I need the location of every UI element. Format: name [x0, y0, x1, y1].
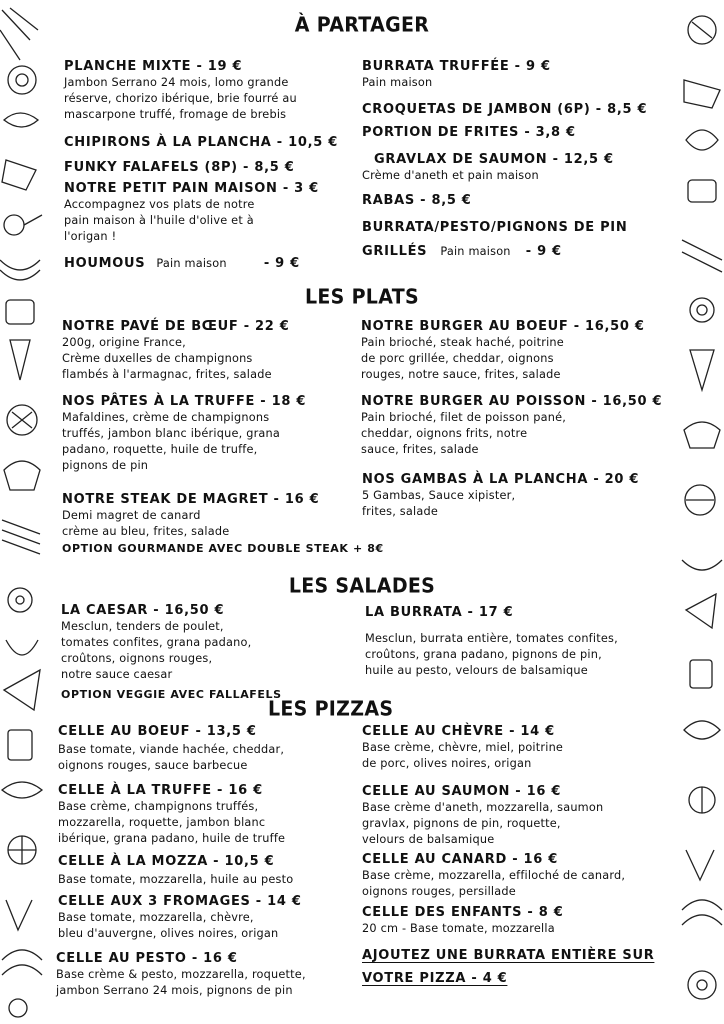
item-desc: bleu d'auvergne, olives noires, origan — [58, 927, 279, 940]
item-title: LA BURRATA - 17 € — [365, 605, 514, 620]
item-title: CELLE AUX 3 FROMAGES - 14 € — [58, 894, 302, 909]
item-price: - 9 € — [525, 244, 562, 259]
menu-item-gambas — [362, 471, 639, 520]
menu-item-pizza-pesto — [56, 950, 306, 999]
item-desc: Accompagnez vos plats de notre — [64, 198, 255, 211]
item-desc: Base crème, mozzarella, effiloché de canard, — [362, 869, 626, 882]
item-title: CELLE AU CHÈVRE - 14 € — [362, 724, 555, 739]
item-title: NOS GAMBAS À LA PLANCHA - 20 € — [362, 472, 640, 487]
section-title-salades: LES SALADES — [288, 574, 436, 598]
magret-option: OPTION GOURMANDE AVEC DOUBLE STEAK + 8€ — [62, 542, 384, 555]
right-doodle-border — [680, 0, 724, 1024]
item-desc: Base tomate, viande hachée, cheddar, — [58, 743, 285, 756]
item-desc: Crème d'aneth et pain maison — [362, 169, 539, 182]
item-desc: Pain maison — [156, 257, 227, 270]
item-title: NOTRE BURGER AU BOEUF - 16,50 € — [361, 319, 645, 334]
item-desc: notre sauce caesar — [61, 668, 173, 681]
item-desc: flambés à l'armagnac, frites, salade — [62, 368, 272, 381]
menu-item-houmous — [64, 252, 300, 272]
item-desc: cheddar, oignons frits, notre — [361, 427, 528, 440]
item-title: CELLE À LA TRUFFE - 16 € — [58, 783, 263, 798]
menu-item-pizza-truffe — [58, 782, 285, 847]
item-title: NOTRE PETIT PAIN MAISON - 3 € — [64, 181, 319, 196]
item-desc: pain maison à l'huile d'olive et à — [64, 214, 254, 227]
menu-item-rabas: RABAS - 8,5 € — [362, 193, 472, 208]
item-title: CELLE AU CANARD - 16 € — [362, 852, 558, 867]
item-desc: l'origan ! — [64, 230, 117, 243]
extra-line-2: VOTRE PIZZA - 4 € — [362, 971, 508, 986]
item-desc: Crème duxelles de champignons — [62, 352, 253, 365]
item-desc: oignons rouges, persillade — [362, 885, 516, 898]
item-desc: Base crème, chèvre, miel, poitrine — [362, 741, 564, 754]
item-title: CELLE AU BOEUF - 13,5 € — [58, 724, 257, 739]
menu-item-chipirons: CHIPIRONS À LA PLANCHA - 10,5 € — [64, 135, 338, 150]
item-desc: Pain maison — [440, 245, 511, 258]
item-title: NOTRE BURGER AU POISSON - 16,50 € — [361, 394, 663, 409]
menu-item-pizza-3-fromages — [58, 893, 302, 942]
item-desc: rouges, notre sauce, frites, salade — [361, 368, 561, 381]
item-desc: 20 cm - Base tomate, mozzarella — [362, 922, 555, 935]
item-desc: ibérique, grana padano, huile de truffe — [58, 832, 286, 845]
item-desc: Mesclun, burrata entière, tomates confites, — [365, 632, 618, 645]
item-desc: sauce, frites, salade — [361, 443, 479, 456]
item-title: NOTRE STEAK DE MAGRET - 16 € — [62, 492, 320, 507]
item-desc: truffés, jambon blanc ibérique, grana — [62, 427, 281, 440]
item-title: CELLE À LA MOZZA - 10,5 € — [58, 854, 275, 869]
item-desc: réserve, chorizo ibérique, brie fourré au — [64, 92, 297, 105]
item-desc: jambon Serrano 24 mois, pignons de pin — [56, 984, 293, 997]
item-desc: Mafaldines, crème de champignons — [62, 411, 270, 424]
item-title: NOTRE PAVÉ DE BŒUF - 22 € — [62, 319, 290, 334]
item-title: BURRATA TRUFFÉE - 9 € — [362, 59, 551, 74]
menu-item-pates — [62, 393, 306, 474]
extra-line-1: AJOUTEZ UNE BURRATA ENTIÈRE SUR — [362, 948, 655, 963]
menu-item-burrata-salade — [365, 604, 618, 679]
menu-item-burger-poisson — [361, 393, 662, 458]
item-title: GRAVLAX DE SAUMON - 12,5 € — [374, 152, 614, 167]
item-desc: tomates confites, grana padano, — [61, 636, 252, 649]
item-desc: padano, roquette, huile de truffe, — [62, 443, 258, 456]
menu-item-pizza-saumon — [362, 783, 603, 848]
item-title: HOUMOUS — [64, 256, 146, 271]
item-title: PLANCHE MIXTE - 19 € — [64, 59, 243, 74]
item-desc: Base tomate, mozzarella, huile au pesto — [58, 873, 294, 886]
item-desc: pignons de pin — [62, 459, 149, 472]
item-desc: Base tomate, mozzarella, chèvre, — [58, 911, 254, 924]
menu-item-pizza-canard — [362, 851, 625, 900]
item-desc: Pain maison — [362, 76, 433, 89]
menu-item-gravlax — [362, 151, 614, 184]
item-desc: gravlax, pignons de pin, roquette, — [362, 817, 561, 830]
menu-item-croquetas: CROQUETAS DE JAMBON (6P) - 8,5 € — [362, 102, 648, 117]
item-desc: crème au bleu, frites, salade — [62, 525, 230, 538]
item-desc: Demi magret de canard — [62, 509, 201, 522]
menu-item-planche — [64, 58, 297, 123]
item-desc: oignons rouges, sauce barbecue — [58, 759, 248, 772]
menu-item-falafels: FUNKY FALAFELS (8P) - 8,5 € — [64, 160, 295, 175]
item-desc: Pain brioché, filet de poisson pané, — [361, 411, 567, 424]
menu-item-frites: PORTION DE FRITES - 3,8 € — [362, 125, 576, 140]
item-desc: Base crème & pesto, mozzarella, roquette, — [56, 968, 306, 981]
item-price: - 9 € — [263, 256, 300, 271]
item-desc: Base crème, champignons truffés, — [58, 800, 259, 813]
item-desc: de porc, olives noires, origan — [362, 757, 532, 770]
item-desc: croûtons, grana padano, pignons de pin, — [365, 648, 602, 661]
item-title: BURRATA/PESTO/PIGNONS DE PIN — [362, 220, 628, 235]
item-title: CELLE AU SAUMON - 16 € — [362, 784, 562, 799]
item-desc: Pain brioché, steak haché, poitrine — [361, 336, 564, 349]
section-title-plats: LES PLATS — [305, 285, 419, 309]
caesar-option: OPTION VEGGIE AVEC FALLAFELS — [61, 688, 282, 701]
item-title: CELLE DES ENFANTS - 8 € — [362, 905, 564, 920]
menu-item-pizza-chevre — [362, 723, 563, 772]
menu-item-pain — [64, 180, 319, 245]
menu-item-pave — [62, 318, 290, 383]
item-desc: mozzarella, roquette, jambon blanc — [58, 816, 266, 829]
item-title: NOS PÂTES À LA TRUFFE - 18 € — [62, 394, 307, 409]
section-title-partager: À PARTAGER — [294, 13, 430, 37]
food-doodle-pattern-icon — [680, 0, 724, 1024]
menu-item-burrata-pesto — [362, 219, 627, 260]
item-desc: 200g, origine France, — [62, 336, 186, 349]
pizza-burrata-extra — [362, 947, 654, 987]
menu-item-caesar — [61, 602, 251, 683]
item-title: CELLE AU PESTO - 16 € — [56, 951, 238, 966]
menu-item-pizza-enfants — [362, 904, 563, 937]
item-title: LA CAESAR - 16,50 € — [61, 603, 225, 618]
menu-item-pizza-boeuf — [58, 723, 284, 774]
item-desc: velours de balsamique — [362, 833, 495, 846]
menu-item-magret — [62, 491, 319, 540]
item-desc: croûtons, oignons rouges, — [61, 652, 213, 665]
menu-item-burrata-truffee — [362, 58, 551, 91]
menu-item-pizza-mozza — [58, 853, 293, 888]
item-title: GRILLÉS — [362, 244, 428, 259]
menu-item-burger-boeuf — [361, 318, 645, 383]
item-desc: huile au pesto, velours de balsamique — [365, 664, 588, 677]
item-desc: Base crème d'aneth, mozzarella, saumon — [362, 801, 604, 814]
section-title-pizzas: LES PIZZAS — [268, 697, 394, 721]
food-doodle-pattern-icon — [0, 0, 44, 1024]
item-desc: mascarpone truffé, fromage de brebis — [64, 108, 287, 121]
item-desc: de porc grillée, cheddar, oignons — [361, 352, 554, 365]
left-doodle-border — [0, 0, 44, 1024]
item-desc: frites, salade — [362, 505, 438, 518]
item-desc: Mesclun, tenders de poulet, — [61, 620, 224, 633]
item-desc: Jambon Serrano 24 mois, lomo grande — [64, 76, 289, 89]
item-desc: 5 Gambas, Sauce xipister, — [362, 489, 516, 502]
